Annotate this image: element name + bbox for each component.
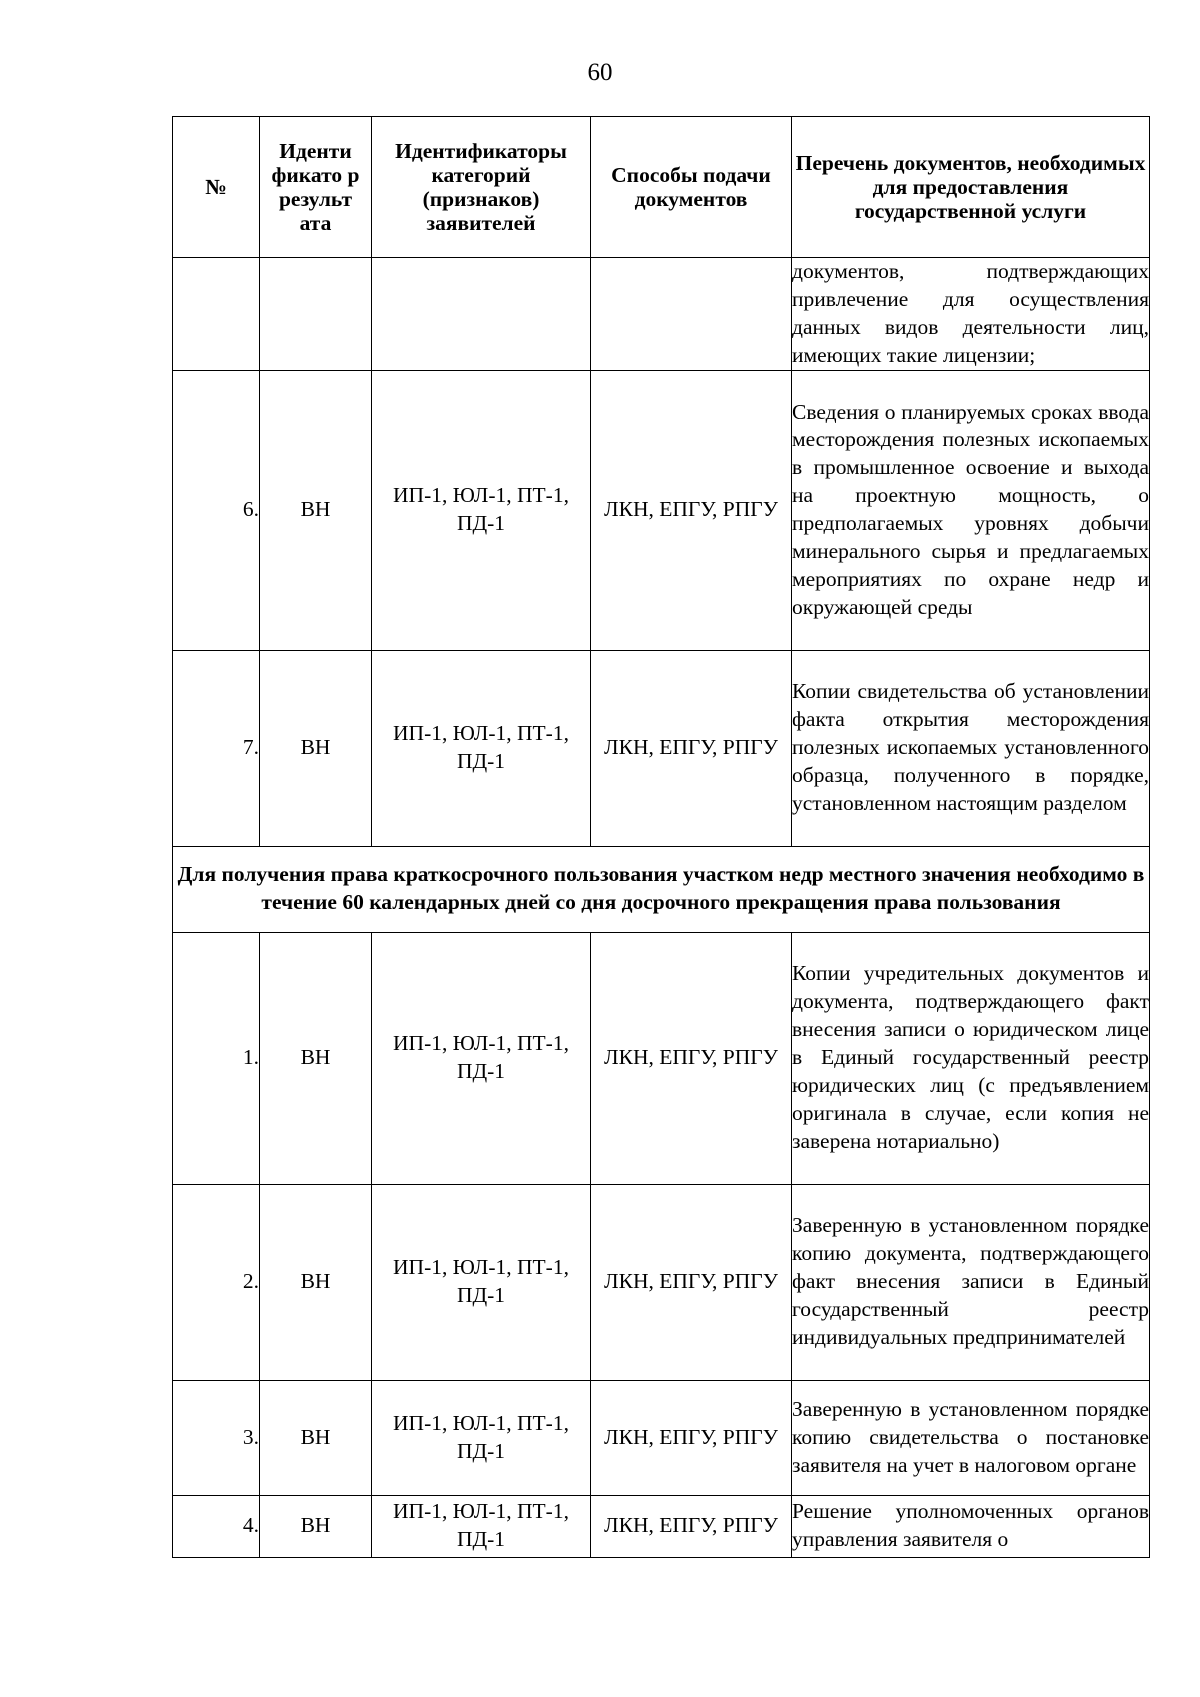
cell-empty	[260, 258, 372, 371]
cell-docs: Копии свидетельства об установлении факта открытия месторождения полезных ископаемых установленного образца, полученного в порядке, установленном настоящим разделом	[792, 650, 1150, 846]
cell-result: ВН	[260, 932, 372, 1184]
cell-methods: ЛКН, ЕПГУ, РПГУ	[591, 370, 792, 650]
table-row	[173, 370, 1150, 650]
table-row	[173, 1184, 1150, 1380]
cell-categories: ИП-1, ЮЛ-1, ПТ-1, ПД-1	[372, 1184, 591, 1380]
table-row	[173, 1380, 1150, 1495]
cell-categories: ИП-1, ЮЛ-1, ПТ-1, ПД-1	[372, 1495, 591, 1557]
section-title: Для получения права краткосрочного пользования участком недр местного значения необходимо в течение 60 календарных дней со дня досрочного прекращения права пользования	[173, 846, 1150, 932]
cell-result: ВН	[260, 650, 372, 846]
cell-number: 4.	[173, 1495, 260, 1557]
cell-docs: Заверенную в установленном порядке копию документа, подтверждающего факт внесения записи в Единый государственный реестр индивидуальных предпринимателей	[792, 1184, 1150, 1380]
header-document-list: Перечень документов, необходимых для предоставления государственной услуги	[792, 117, 1150, 258]
cell-empty	[591, 258, 792, 371]
cell-methods: ЛКН, ЕПГУ, РПГУ	[591, 650, 792, 846]
cell-result: ВН	[260, 1184, 372, 1380]
table-row-continuation	[173, 258, 1150, 371]
cell-result: ВН	[260, 1495, 372, 1557]
services-documents-table	[172, 116, 1150, 1558]
table-header-row	[173, 117, 1150, 258]
header-submission-methods: Способы подачи документов	[591, 117, 792, 258]
cell-result: ВН	[260, 1380, 372, 1495]
header-category-ids: Идентификаторы категорий (признаков) заявителей	[372, 117, 591, 258]
cell-docs: Сведения о планируемых сроках ввода месторождения полезных ископаемых в промышленное освоение и выхода на проектную мощность, о предполагаемых уровнях добычи минерального сырья и предлагаемых мероприятиях по охране недр и окружающей среды	[792, 370, 1150, 650]
cell-methods: ЛКН, ЕПГУ, РПГУ	[591, 1184, 792, 1380]
cell-methods: ЛКН, ЕПГУ, РПГУ	[591, 1495, 792, 1557]
cell-result: ВН	[260, 370, 372, 650]
header-number: №	[173, 117, 260, 258]
cell-empty	[173, 258, 260, 371]
cell-methods: ЛКН, ЕПГУ, РПГУ	[591, 1380, 792, 1495]
cell-categories: ИП-1, ЮЛ-1, ПТ-1, ПД-1	[372, 1380, 591, 1495]
cell-docs: Заверенную в установленном порядке копию свидетельства о постановке заявителя на учет в налоговом органе	[792, 1380, 1150, 1495]
cell-number: 2.	[173, 1184, 260, 1380]
cell-categories: ИП-1, ЮЛ-1, ПТ-1, ПД-1	[372, 650, 591, 846]
cell-empty	[372, 258, 591, 371]
cell-number: 1.	[173, 932, 260, 1184]
cell-categories: ИП-1, ЮЛ-1, ПТ-1, ПД-1	[372, 370, 591, 650]
cell-methods: ЛКН, ЕПГУ, РПГУ	[591, 932, 792, 1184]
table-row	[173, 1495, 1150, 1557]
cell-categories: ИП-1, ЮЛ-1, ПТ-1, ПД-1	[372, 932, 591, 1184]
cell-number: 6.	[173, 370, 260, 650]
header-result-id: Иденти фикато р результ ата	[260, 117, 372, 258]
page-number: 60	[587, 59, 613, 86]
section-row	[173, 846, 1150, 932]
cell-docs: Копии учредительных документов и документа, подтверждающего факт внесения записи о юридическом лице в Единый государственный реестр юридических лиц (с предъявлением оригинала в случае, если копия не заверена нотариально)	[792, 932, 1150, 1184]
cell-docs: документов, подтверждающих привлечение для осуществления данных видов деятельности лиц, имеющих такие лицензии;	[792, 258, 1150, 371]
cell-number: 3.	[173, 1380, 260, 1495]
cell-number: 7.	[173, 650, 260, 846]
table-row	[173, 650, 1150, 846]
table-row	[173, 932, 1150, 1184]
cell-docs: Решение уполномоченных органов управления заявителя о	[792, 1495, 1150, 1557]
